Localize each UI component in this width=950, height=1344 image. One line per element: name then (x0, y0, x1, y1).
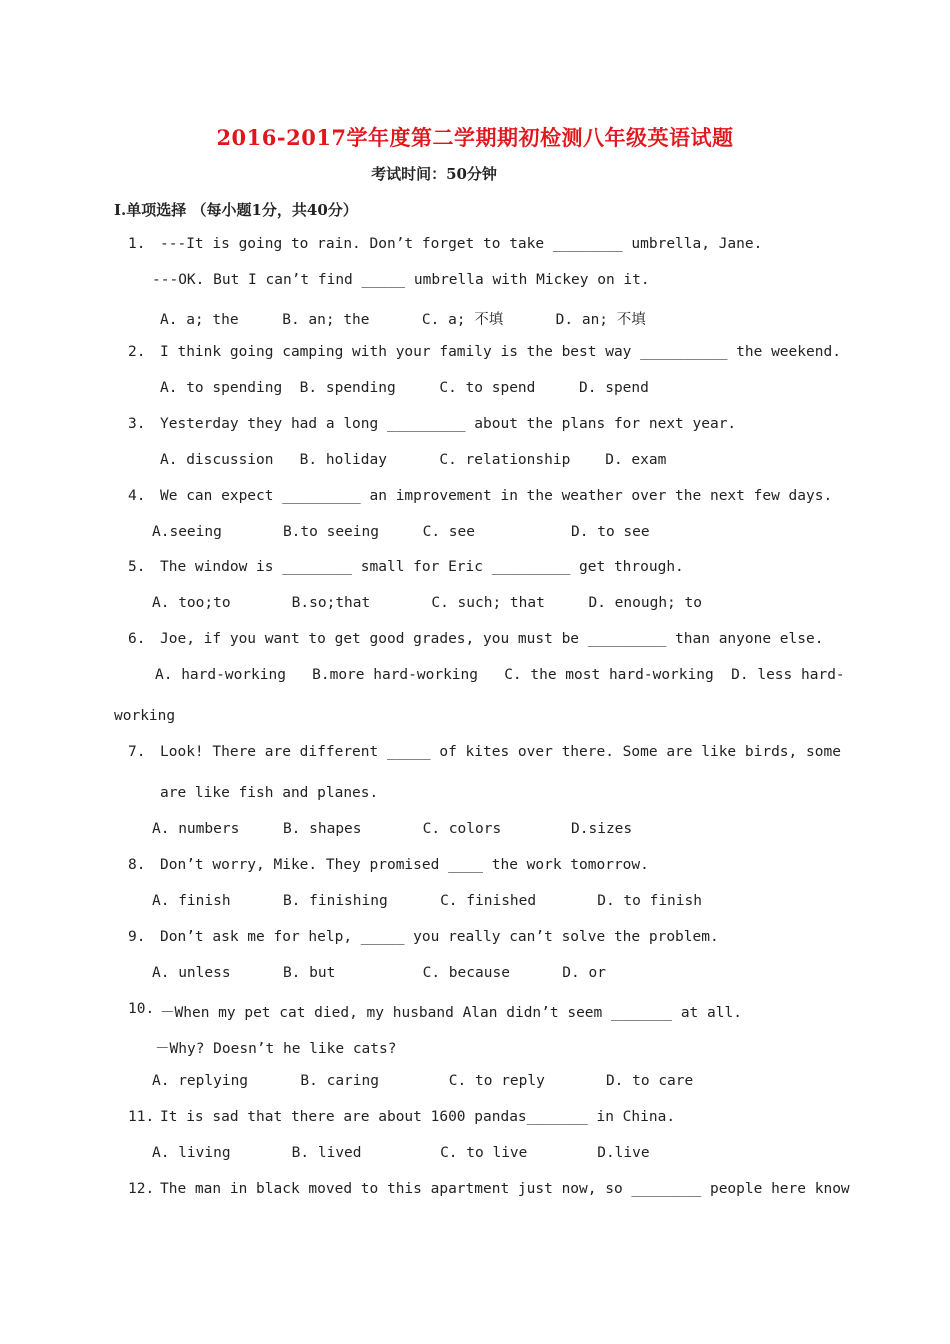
question-number: 12. (128, 1181, 155, 1197)
answer-options: A. unless B. but C. because D. or (152, 965, 606, 981)
page-title: 2016-2017学年度第二学期期初检测八年级英语试题 (216, 125, 734, 150)
question-stem-continued: －Why? Doesn’t he like cats? (155, 1041, 397, 1057)
question-stem: It is sad that there are about 1600 pandas_______ in China. (160, 1109, 676, 1125)
question-stem: －When my pet cat died, my husband Alan didn’t seem _______ at all. (160, 1005, 742, 1021)
answer-options-continued: working (114, 708, 176, 724)
answer-options: A. finish B. finishing C. finished D. to finish (152, 893, 702, 909)
question-stem: Don’t ask me for help, _____ you really can’t solve the problem. (160, 929, 719, 945)
question-stem: Don’t worry, Mike. They promised ____ the work tomorrow. (160, 857, 649, 873)
question-number: 7. (128, 744, 146, 760)
question-number: 8. (128, 857, 146, 873)
section-heading: I.单项选择 （每小题1分，共40分） (114, 201, 358, 219)
question-number: 4. (128, 488, 146, 504)
question-stem: Joe, if you want to get good grades, you must be _________ than anyone else. (160, 631, 824, 647)
question-number: 3. (128, 416, 146, 432)
question-stem: ---It is going to rain. Don’t forget to take ________ umbrella, Jane. (160, 236, 763, 252)
question-stem: The man in black moved to this apartment just now, so ________ people here know (160, 1181, 850, 1197)
answer-options: A. living B. lived C. to live D.live (152, 1145, 650, 1161)
question-stem: We can expect _________ an improvement in the weather over the next few days. (160, 488, 833, 504)
answer-options: A. hard-working B.more hard-working C. the most hard-working D. less hard- (155, 667, 845, 683)
question-number: 9. (128, 929, 146, 945)
question-number: 2. (128, 344, 146, 360)
answer-options: A. a; the B. an; the C. a; 不填 D. an; 不填 (160, 312, 646, 328)
question-number: 1. (128, 236, 146, 252)
question-number: 6. (128, 631, 146, 647)
answer-options: A. discussion B. holiday C. relationship D. exam (160, 452, 667, 468)
answer-options: A. replying B. caring C. to reply D. to care (152, 1073, 694, 1089)
exam-duration: 考试时间：50分钟 (371, 165, 497, 183)
question-number: 11. (128, 1109, 155, 1125)
answer-options: A. to spending B. spending C. to spend D. spend (160, 380, 649, 396)
question-stem: Yesterday they had a long _________ about the plans for next year. (160, 416, 737, 432)
question-stem: The window is ________ small for Eric _________ get through. (160, 559, 684, 575)
question-stem-continued: are like fish and planes. (160, 785, 379, 801)
answer-options: A. numbers B. shapes C. colors D.sizes (152, 821, 633, 837)
question-stem: I think going camping with your family is the best way __________ the weekend. (160, 344, 841, 360)
answer-options: A. too;to B.so;that C. such; that D. enough; to (152, 595, 702, 611)
question-stem: Look! There are different _____ of kites over there. Some are like birds, some (160, 744, 841, 760)
question-number: 5. (128, 559, 146, 575)
question-stem-continued: ---OK. But I can’t find _____ umbrella with Mickey on it. (152, 272, 650, 288)
answer-options: A.seeing B.to seeing C. see D. to see (152, 524, 650, 540)
question-number: 10. (128, 1001, 155, 1017)
